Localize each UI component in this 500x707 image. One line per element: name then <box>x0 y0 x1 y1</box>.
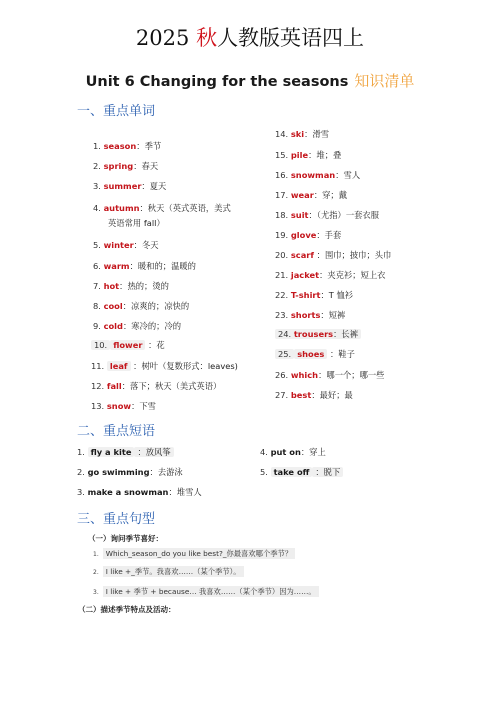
word-item: 19. glove：手套 <box>275 230 342 240</box>
word-item: 23. shorts：短裤 <box>275 310 346 320</box>
word-item: 16. snowman：雪人 <box>275 170 361 180</box>
word-item: 1. season：季节 <box>93 141 162 151</box>
word-item: 18. suit：（尤指）一套衣服 <box>275 210 380 220</box>
phrase-item: 3. make a snowman：堆雪人 <box>77 487 202 497</box>
word-item: 25. shoes ：鞋子 <box>275 349 355 360</box>
unit-tag: 知识清单 <box>354 72 415 90</box>
title-year: 2025 <box>135 26 190 50</box>
word-item: 12. fall：落下；秋天（美式英语） <box>91 381 222 391</box>
word-item: 20. scarf ：围巾；披巾；头巾 <box>275 250 392 260</box>
section-heading-words: 一、重点单词 <box>77 104 156 119</box>
pattern-sentence: 1. Which_season_do you like best?_你最喜欢哪个季节？ <box>93 549 295 559</box>
unit-title <box>0 70 500 91</box>
word-item: 7. hot：热的；烫的 <box>93 281 169 291</box>
pattern-sentence: 2. I like +_季节。我喜欢……（某个季节）。 <box>93 567 244 577</box>
title-rest: 人教版英语四上 <box>217 26 365 50</box>
section-heading-patterns: 三、重点句型 <box>77 512 156 527</box>
word-item: 15. pile：堆；叠 <box>275 150 342 160</box>
word-item: 8. cool：凉爽的；凉快的 <box>93 301 190 311</box>
word-item: 14. ski：滑雪 <box>275 129 330 139</box>
unit-title-text: Unit 6 Changing for the seasons <box>85 74 349 90</box>
phrase-item: 4. put on：穿上 <box>260 447 326 457</box>
word-item: 11. leaf ：树叶（复数形式：leaves) <box>91 361 238 371</box>
word-item: 27. best：最好；最 <box>275 390 353 400</box>
word-item: 22. T-shirt：T 恤衫 <box>275 290 354 300</box>
word-item: 9. cold：寒冷的；冷的 <box>93 321 182 331</box>
word-item: 2. spring：春天 <box>93 161 159 171</box>
phrase-item: 2. go swimming：去游泳 <box>77 467 183 477</box>
pattern-subheading: （二）描述季节特点及活动： <box>78 605 176 614</box>
word-item: 13. snow：下雪 <box>91 401 156 411</box>
title-red-char: 秋 <box>196 26 218 50</box>
word-item: 10. flower ：花 <box>91 340 165 351</box>
word-item: 26. which：哪一个；哪一些 <box>275 370 385 380</box>
section-heading-phrases: 二、重点短语 <box>77 424 156 439</box>
phrase-item: 5. take off ：脱下 <box>260 467 343 478</box>
word-item: 24. trousers：长裤 <box>275 329 361 340</box>
page-title <box>0 22 500 52</box>
word-item-continuation: 英语常用 fall） <box>108 218 165 228</box>
pattern-subheading: （一）询问季节喜好： <box>88 534 163 543</box>
word-item: 21. jacket：夹克衫；短上衣 <box>275 270 386 280</box>
pattern-sentence: 3. I like + 季节 + because… 我喜欢……（某个季节）因为……。 <box>93 587 319 597</box>
phrase-item: 1. fly a kite ：放风筝 <box>77 447 174 458</box>
word-item: 4. autumn：秋天（英式英语，美式 <box>93 203 231 213</box>
word-item: 17. wear：穿；戴 <box>275 190 348 200</box>
word-item: 5. winter：冬天 <box>93 240 159 250</box>
word-item: 3. summer：夏天 <box>93 181 167 191</box>
word-item: 6. warm：暖和的；温暖的 <box>93 261 196 271</box>
